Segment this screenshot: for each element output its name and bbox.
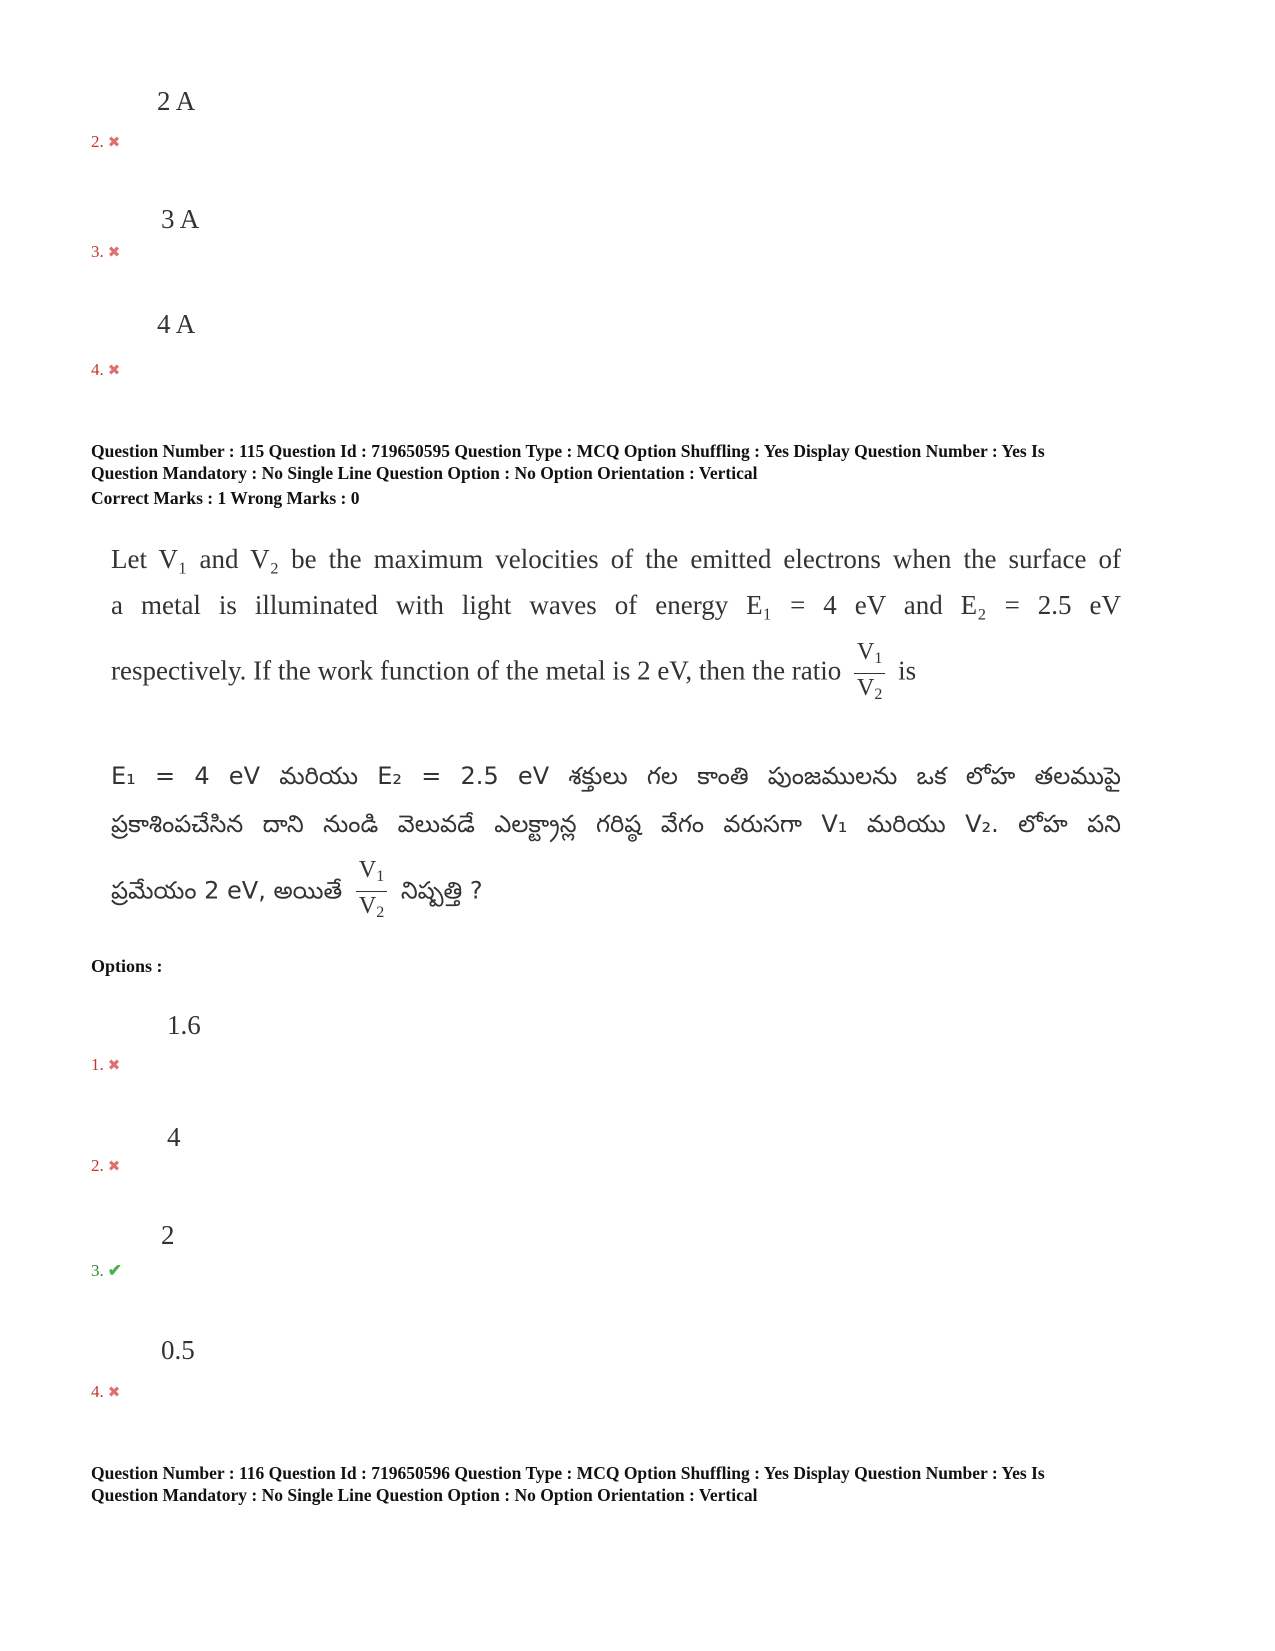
frac-num-sub: 1: [874, 650, 883, 667]
cross-mark-icon: ✖: [107, 363, 121, 379]
question-te-line-1: E₁ = 4 eV మరియు E₂ = 2.5 eV శక్తులు గల కాంతి పుంజములను ఒక లోహ తలముపై: [111, 762, 1121, 790]
question-en-line-3: [111, 638, 916, 709]
frac-den: V: [358, 893, 377, 919]
meta-line-1: Question Number : 115 Question Id : 719650595 Question Type : MCQ Option Shuffling : Yes Display Question Number : Yes Is: [91, 441, 1045, 461]
question-en-line-3-end: is: [898, 655, 917, 686]
frac-num: V: [358, 857, 377, 883]
cross-mark-icon: ✖: [107, 1159, 121, 1175]
option-number: 4.: [91, 1382, 104, 1401]
question-116-meta: [91, 1462, 1201, 1506]
option-number: 4.: [91, 360, 104, 379]
cross-mark-icon: ✖: [107, 245, 121, 261]
options-label: Options :: [91, 956, 163, 976]
frac-den-sub: 2: [376, 904, 385, 921]
ratio-fraction: [854, 638, 885, 709]
prev-option-3-number: [91, 242, 120, 262]
cross-mark-icon: ✖: [107, 135, 121, 151]
prev-option-2-number: [91, 132, 120, 152]
question-115-meta: [91, 440, 1201, 509]
option-number: 1.: [91, 1055, 104, 1074]
frac-num-sub: 1: [376, 868, 385, 885]
option-3-value: 2: [161, 1220, 175, 1250]
prev-option-4-value: 4 A: [157, 309, 196, 339]
question-te-line-2: ప్రకాశింపచేసిన దాని నుండి వెలువడే ఎలక్ట్రాన్ల గరిష్ఠ వేగం వరుసగా V₁ మరియు V₂. లోహ పని: [111, 810, 1121, 838]
option-number: 3.: [91, 1261, 104, 1280]
check-mark-icon: ✔: [107, 1261, 122, 1280]
cross-mark-icon: ✖: [107, 1058, 121, 1074]
question-te-line-3: [111, 856, 483, 927]
question-te-line-3-end: నిష్పత్తి ?: [400, 876, 483, 905]
frac-den: V: [857, 675, 875, 701]
marks-line: Correct Marks : 1 Wrong Marks : 0: [91, 488, 360, 508]
question-te-line-3-text: ప్రమేయం 2 eV, అయితే: [111, 876, 343, 905]
question-en-line-2: a metal is illuminated with light waves of energy E₁ = 4 eV and E₂ = 2.5 eV: [111, 590, 1121, 620]
meta-line-1: Question Number : 116 Question Id : 719650596 Question Type : MCQ Option Shuffling : Yes Display Question Number : Yes Is: [91, 1463, 1045, 1483]
question-115-english: [111, 540, 1131, 720]
prev-option-2-value: 2 A: [157, 86, 196, 116]
prev-option-3-value: 3 A: [161, 204, 200, 234]
prev-option-4-number: [91, 360, 120, 380]
question-en-line-1: Let V₁ and V₂ be the maximum velocities of the emitted electrons when the surface of: [111, 544, 1121, 574]
meta-line-2: Question Mandatory : No Single Line Question Option : No Option Orientation : Vertical: [91, 463, 758, 483]
frac-den-sub: 2: [874, 686, 883, 703]
option-3-number: [91, 1261, 122, 1281]
option-number: 2.: [91, 132, 104, 151]
option-1-number: [91, 1055, 120, 1075]
question-en-line-3-text: respectively. If the work function of the metal is 2 eV, then the ratio: [111, 655, 842, 686]
option-2-number: [91, 1156, 120, 1176]
option-4-number: [91, 1382, 120, 1402]
option-1-value: 1.6: [167, 1010, 201, 1040]
ratio-fraction-te: [356, 856, 387, 927]
option-2-value: 4: [167, 1122, 181, 1152]
option-number: 2.: [91, 1156, 104, 1175]
cross-mark-icon: ✖: [107, 1385, 121, 1401]
meta-line-2: Question Mandatory : No Single Line Question Option : No Option Orientation : Vertical: [91, 1485, 758, 1505]
question-115-telugu: [111, 758, 1131, 938]
option-number: 3.: [91, 242, 104, 261]
frac-num: V: [857, 639, 875, 665]
option-4-value: 0.5: [161, 1335, 195, 1365]
